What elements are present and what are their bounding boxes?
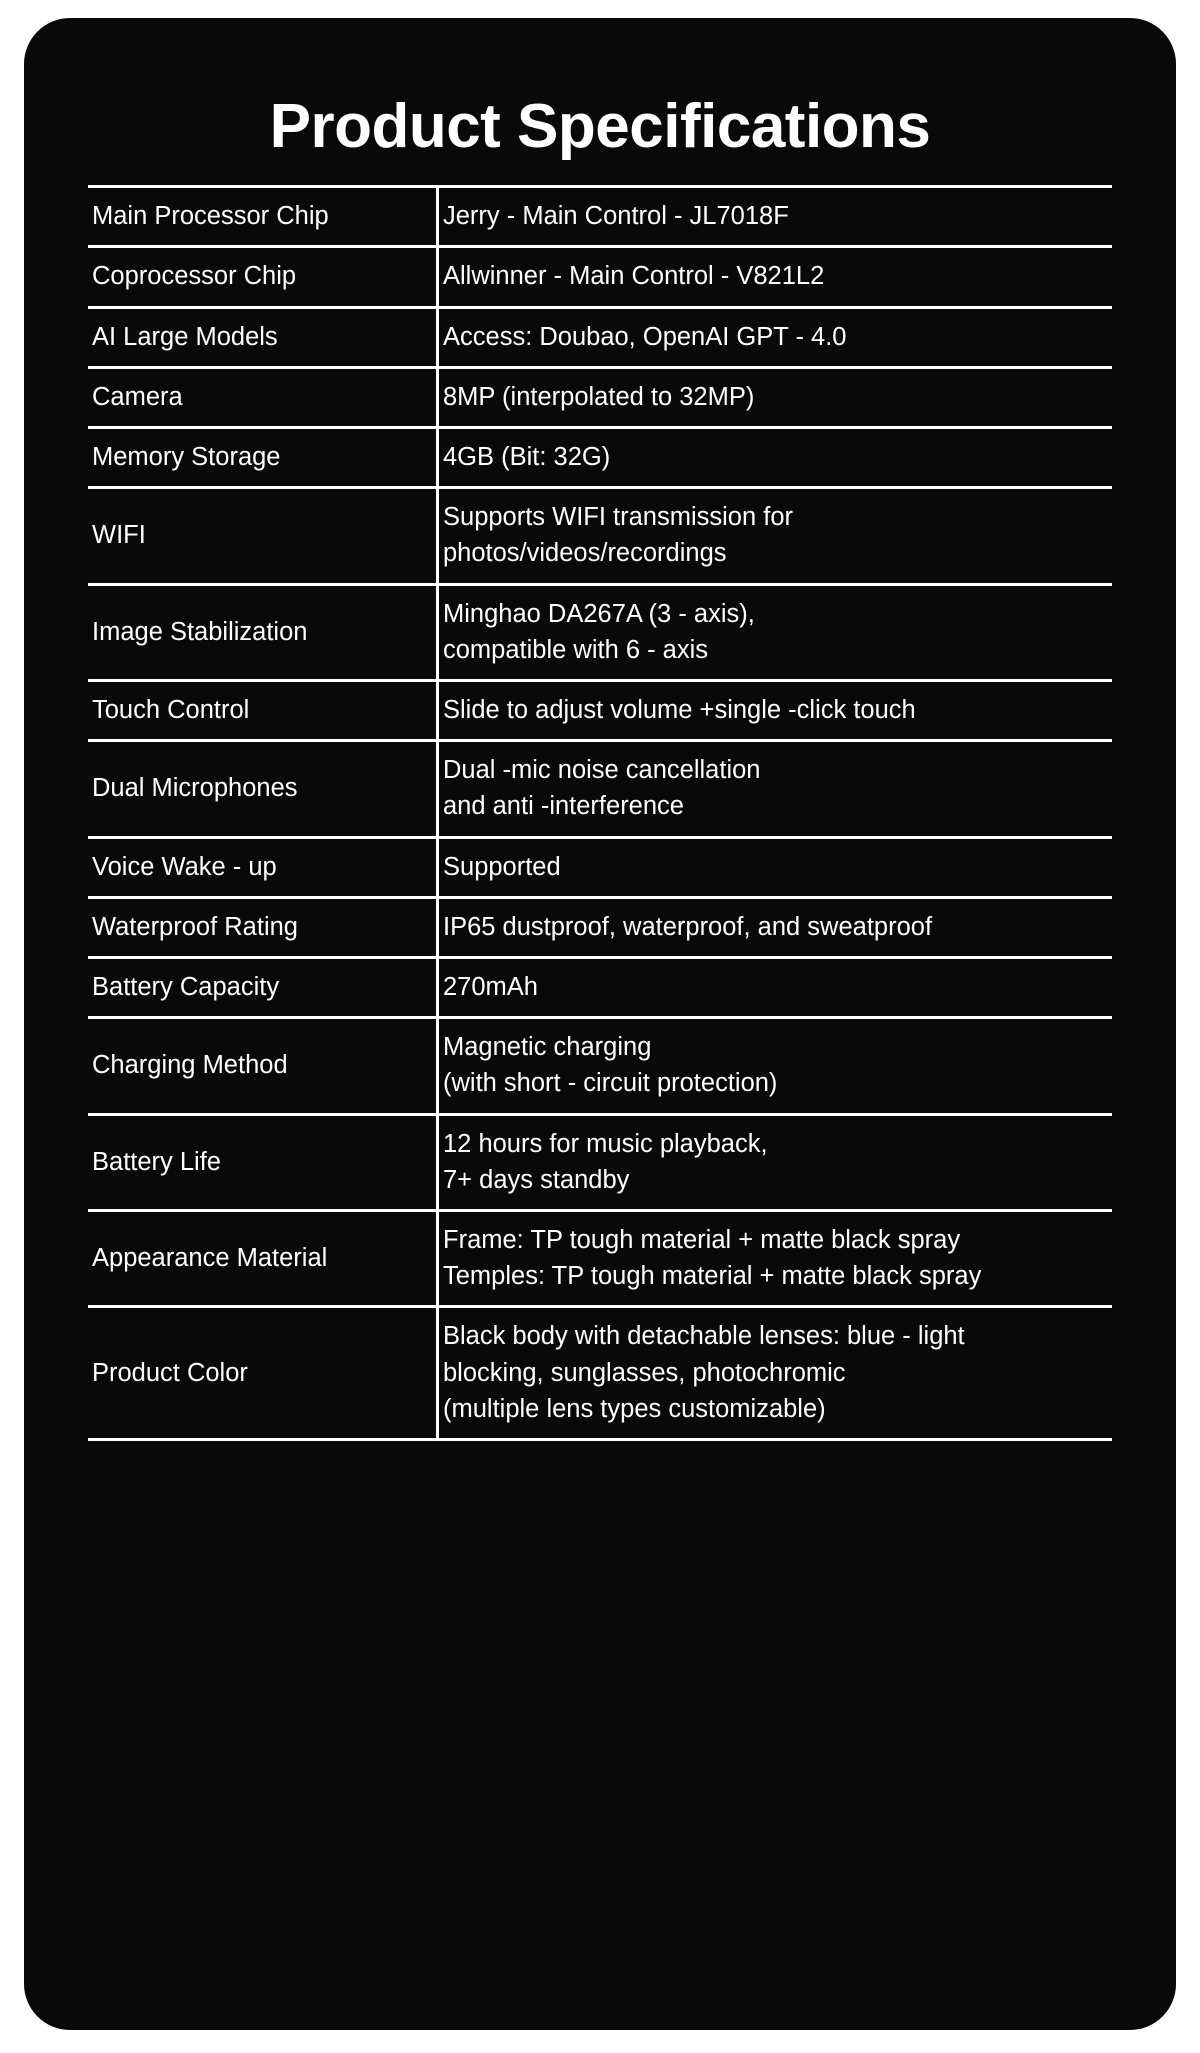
table-row	[88, 1307, 1112, 1440]
spec-label: Camera	[92, 382, 183, 411]
spec-value-line: Dual -mic noise cancellation	[443, 756, 761, 785]
table-row	[88, 187, 1112, 247]
spec-label: Waterproof Rating	[92, 912, 298, 941]
table-row	[88, 1018, 1112, 1114]
spec-label: Product Color	[92, 1358, 248, 1387]
table-row	[88, 247, 1112, 307]
spec-label: Charging Method	[92, 1051, 288, 1080]
spec-value	[438, 247, 1113, 307]
spec-value-line: photos/videos/recordings	[443, 539, 727, 568]
spec-value	[438, 488, 1113, 584]
spec-value-line: Slide to adjust volume +single -click touch	[443, 695, 916, 724]
table-row	[88, 488, 1112, 584]
spec-value	[438, 897, 1113, 957]
spec-value-line: Access: Doubao, OpenAI GPT - 4.0	[443, 322, 847, 351]
table-row	[88, 584, 1112, 680]
spec-value-line: 4GB (Bit: 32G)	[443, 442, 611, 471]
spec-value-line: 270mAh	[443, 972, 538, 1001]
table-row	[88, 1210, 1112, 1306]
page-title: Product Specifications	[269, 92, 931, 161]
spec-label: Main Processor Chip	[92, 202, 329, 231]
spec-label: Battery Life	[92, 1147, 221, 1176]
spec-value	[438, 1307, 1113, 1440]
spec-card	[24, 18, 1176, 2030]
spec-value	[438, 1114, 1113, 1210]
spec-value-line: compatible with 6 - axis	[443, 635, 709, 664]
spec-label: Image Stabilization	[92, 617, 308, 646]
spec-value-line: Supported	[443, 852, 561, 881]
spec-value	[438, 1210, 1113, 1306]
spec-value-line: (multiple lens types customizable)	[443, 1394, 826, 1423]
spec-value-line: blocking, sunglasses, photochromic	[443, 1358, 846, 1387]
spec-value	[438, 680, 1113, 740]
spec-label: Voice Wake - up	[92, 852, 277, 881]
spec-value	[438, 187, 1113, 247]
spec-value	[438, 957, 1113, 1017]
spec-value-line: 8MP (interpolated to 32MP)	[443, 382, 755, 411]
spec-value	[438, 837, 1113, 897]
spec-value-line: Allwinner - Main Control - V821L2	[443, 262, 825, 291]
spec-value	[438, 584, 1113, 680]
table-row	[88, 957, 1112, 1017]
specifications-table	[88, 185, 1112, 1441]
spec-label: Appearance Material	[92, 1244, 328, 1273]
spec-value	[438, 741, 1113, 837]
spec-value	[438, 367, 1113, 427]
spec-value-line: and anti -interference	[443, 792, 684, 821]
table-row	[88, 1114, 1112, 1210]
spec-label: WIFI	[92, 521, 146, 550]
spec-label: Touch Control	[92, 695, 250, 724]
table-row	[88, 680, 1112, 740]
spec-value-line: Supports WIFI transmission for	[443, 503, 794, 532]
spec-value-line: Jerry - Main Control - JL7018F	[443, 202, 789, 231]
table-row	[88, 367, 1112, 427]
spec-label: Memory Storage	[92, 442, 281, 471]
spec-value-line: 7+ days standby	[443, 1165, 630, 1194]
spec-value	[438, 1018, 1113, 1114]
table-row	[88, 741, 1112, 837]
table-row	[88, 307, 1112, 367]
spec-value-line: Temples: TP tough material + matte black spray	[443, 1262, 982, 1291]
spec-label: Coprocessor Chip	[92, 262, 297, 291]
table-row	[88, 837, 1112, 897]
spec-value-line: Frame: TP tough material + matte black spray	[443, 1225, 961, 1254]
table-row	[88, 897, 1112, 957]
spec-value-line: IP65 dustproof, waterproof, and sweatproof	[443, 912, 933, 941]
spec-label: Battery Capacity	[92, 972, 280, 1001]
spec-value-line: Minghao DA267A (3 - axis),	[443, 599, 755, 628]
spec-label: Dual Microphones	[92, 774, 298, 803]
spec-value	[438, 427, 1113, 487]
spec-value-line: Magnetic charging	[443, 1033, 652, 1062]
spec-value-line: (with short - circuit protection)	[443, 1069, 778, 1098]
table-row	[88, 427, 1112, 487]
spec-label: AI Large Models	[92, 322, 278, 351]
spec-value-line: 12 hours for music playback,	[443, 1129, 768, 1158]
spec-value	[438, 307, 1113, 367]
spec-value-line: Black body with detachable lenses: blue - light	[443, 1322, 965, 1351]
